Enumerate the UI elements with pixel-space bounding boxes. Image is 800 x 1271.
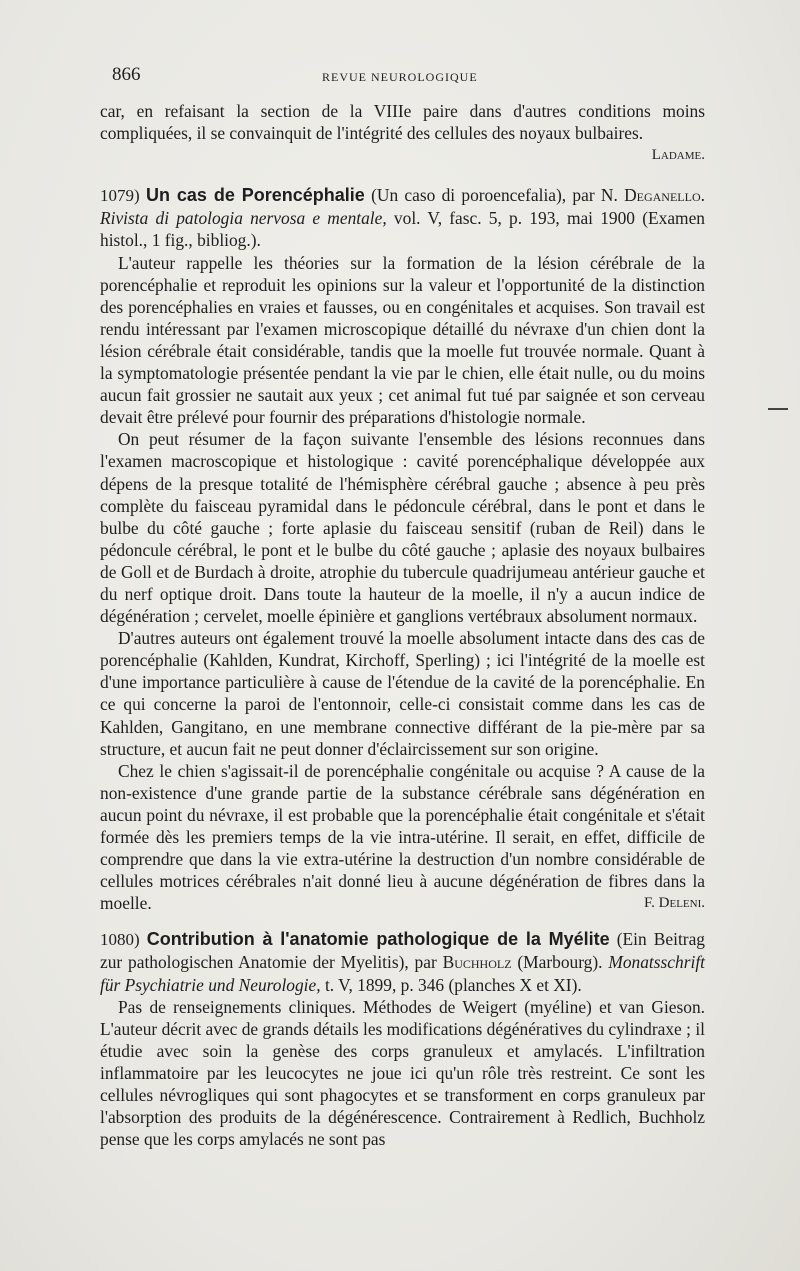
article-title: Un cas de Porencéphalie bbox=[145, 185, 365, 206]
author-location: (Marbourg). bbox=[517, 952, 603, 973]
paragraph-with-signature bbox=[100, 760, 705, 915]
paragraph-text: Chez le chien s'agissait-il de porencéphalie congénitale ou acquise ? A cause de la non-existence d'une grande partie de la substance cérébrale sans dégénération en aucun point du névraxe, il est probable que la porencéphalie était congénitale et s'était formée dès les premiers temps de la vie intra-utérine. Il serait, en effet, difficile de comprendre que dans la vie extra-utérine la destruction d'un nombre considérable de cellules motrices cérébrales n'ait donné lieu à aucune dégénération de fibres dans la moelle. bbox=[100, 760, 705, 914]
article-author: Buchholz bbox=[442, 952, 512, 973]
paragraph: Pas de renseignements cliniques. Méthodes de Weigert (myéline) et van Gieson. L'auteur décrit avec de grands détails les modifications dégénératives du cylindraxe ; il étudie avec soin la genèse des corps granuleux et amylacés. L'infiltration inflammatoire par les leucocytes ne joue ici qu'un rôle très restreint. Ce sont les cellules névrogliques qui sont phagocytes et se transforment en corps granuleux par l'absorption des produits de la dégénérescence. Contrairement à Redlich, Buchholz pense que les corps amylacés ne sont pas bbox=[100, 996, 705, 1150]
page-header bbox=[112, 64, 702, 88]
signature-ladame: Ladame. bbox=[651, 147, 705, 164]
journal-name: Rivista di patologia nervosa e mentale, bbox=[100, 208, 387, 229]
previous-article-tail: car, en refaisant la section de la VIIIe paire dans d'autres conditions moins compliquées, il se convainquit de l'intégrité des cellules des noyaux bulbaires. bbox=[100, 101, 705, 144]
article-number: 1080) bbox=[100, 930, 140, 950]
journal-reference: t. V, 1899, p. 346 (planches X et XI). bbox=[324, 974, 582, 995]
margin-mark bbox=[768, 408, 788, 410]
article-number: 1079) bbox=[100, 186, 140, 206]
article-1079-heading bbox=[100, 184, 705, 251]
journal-name: Monatsschrift für Psychiatrie und Neurologie, bbox=[100, 952, 705, 995]
journal-reference: vol. V, fasc. 5, p. 193, mai 1900 (Examen histol., 1 fig., bibliog.). bbox=[100, 208, 705, 251]
article-subtitle: (Un caso di poroencefalia), par N. bbox=[371, 185, 618, 206]
paragraph: L'auteur rappelle les théories sur la formation de la lésion cérébrale de la porencéphalie et reproduit les opinions sur la valeur et l'opportunité de la distinction des porencéphalies en vraies et fausses, ou en congénitales et acquises. Son travail est rendu intéressant par l'examen microscopique détaillé du névraxe d'un chien dont la lésion cérébrale était considérable, tandis que la moelle fut trouvée normale. Quant à la symptomatologie présentée pendant la vie par le chien, elle était nulle, ou du moins aucun fait grossier ne sautait aux yeux ; cet animal fut tué par saignée et son cerveau devait être prélevé pour fournir des préparations d'histologie normale. bbox=[100, 252, 705, 428]
signature-deleni: F. Deleni. bbox=[644, 895, 705, 912]
article-title: Contribution à l'anatomie pathologique de la Myélite bbox=[146, 929, 610, 950]
paragraph: D'autres auteurs ont également trouvé la moelle absolument intacte dans des cas de porencéphalie (Kahlden, Kundrat, Kirchoff, Sperling) ; ici l'intégrité de la moelle est d'une importance particulière à cause de l'étendue de la cavité de la porencéphalie. En ce qui concerne la paroi de l'entonnoir, celle-ci consistait comme dans les cas de Kahlden, Gangitano, en une membrane connective différant de la pie-mère par sa structure, et aucun fait ne peut donner d'éclaircissement sur son origine. bbox=[100, 628, 705, 759]
article-body bbox=[100, 100, 705, 1150]
article-1080-heading bbox=[100, 928, 705, 995]
article-author: Deganello. bbox=[624, 185, 705, 206]
paragraph: On peut résumer de la façon suivante l'ensemble des lésions reconnues dans l'examen macroscopique et histologique : cavité porencéphalique développée aux dépens de la presque totalité de l'hémisphère cérébral gauche ; absence à peu près complète du faisceau pyramidal dans le pédoncule cérébral, dans le pont et dans le bulbe du côté gauche ; forte aplasie du faisceau sensitif (ruban de Reil) dans le pédoncule cérébral, le pont et le bulbe du côté gauche ; aplasie des noyaux bulbaires de Goll et de Burdach à droite, atrophie du tubercule quadrijumeau antérieur gauche et du nerf optique droit. Dans toute la hauteur de la moelle, il n'y a aucun indice de dégénération ; cervelet, moelle épinière et ganglions vertébraux absolument normaux. bbox=[100, 429, 705, 627]
page-number: 866 bbox=[112, 64, 141, 85]
running-head: REVUE NEUROLOGIQUE bbox=[322, 70, 478, 84]
article-subtitle: (Ein Beitrag zur pathologischen Anatomie der Myelitis), par bbox=[100, 929, 705, 973]
